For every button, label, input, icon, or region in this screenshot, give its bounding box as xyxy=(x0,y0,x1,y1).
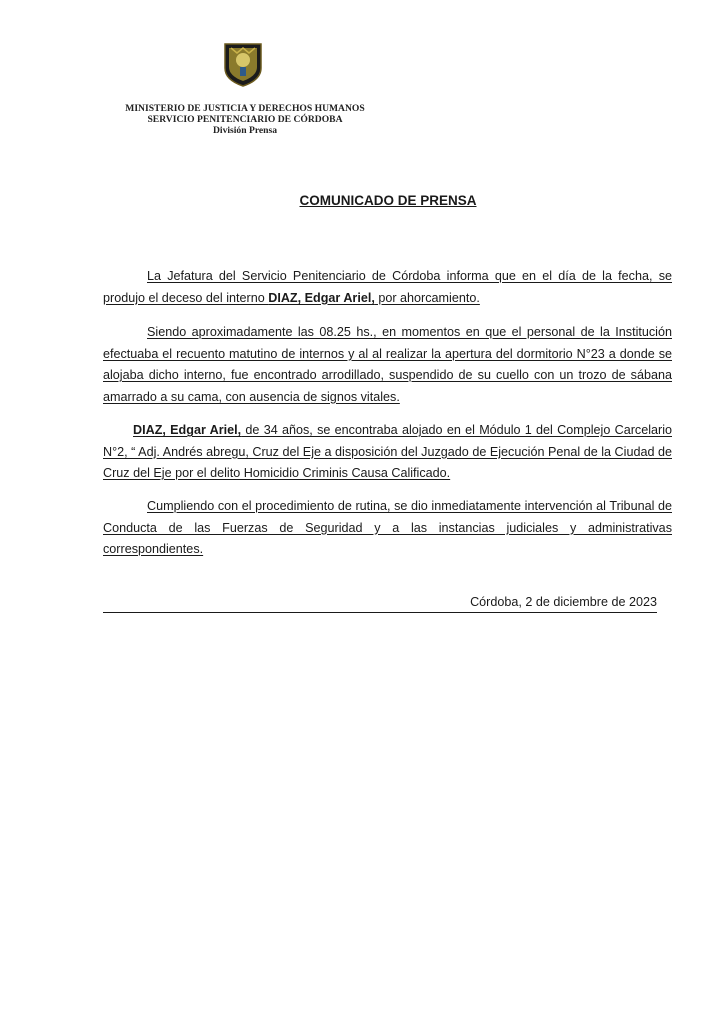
paragraph-2 xyxy=(103,322,672,408)
paragraph-4 xyxy=(103,496,672,561)
header-division-line: División Prensa xyxy=(212,125,278,136)
header-ministry-line: MINISTERIO DE JUSTICIA Y DERECHOS HUMANOS xyxy=(125,103,365,114)
p1-text-b: por ahorcamiento. xyxy=(374,290,480,305)
place-date-signature: Córdoba, 2 de diciembre de 2023 xyxy=(103,592,657,613)
document-title: COMUNICADO DE PRENSA xyxy=(299,193,477,208)
header-service-line: SERVICIO PENITENCIARIO DE CÓRDOBA xyxy=(147,114,343,125)
institution-shield-logo xyxy=(223,42,263,87)
p2-text: Siendo aproximadamente las 08.25 hs., en momentos en que el personal de la Institución efectuaba el recuento matutino de internos y al al realizar la apertura del dormitorio N°23 a donde se alojaba dicho interno, fue encontrado arrodillado, suspendido de su cuello con un trozo de sábana amarrado a su cama, con ausencia de signos vitales. xyxy=(103,325,672,404)
p3-text: de 34 años, se encontraba alojado en el Módulo 1 del Complejo Carcelario N°2, “ Adj. Andrés abregu, Cruz del Eje a disposición del Juzgado de Ejecución Penal de la Ciudad de Cruz del Eje por el delito Homicidio Criminis Causa Calificado. xyxy=(103,423,672,480)
ministry-header xyxy=(100,103,390,136)
p1-text-a: La Jefatura del Servicio Penitenciario de Córdoba informa que en el día de la fecha, se produjo el deceso del interno xyxy=(103,269,672,305)
p4-text: Cumpliendo con el procedimiento de rutina, se dio inmediatamente intervención al Tribunal de Conducta de las Fuerzas de Seguridad y a las instancias judiciales y administrativas correspondientes. xyxy=(103,499,672,556)
p3-inmate-name: DIAZ, Edgar Ariel, xyxy=(133,423,242,437)
paragraph-3 xyxy=(103,420,672,485)
paragraph-1 xyxy=(103,266,672,309)
p1-inmate-name: DIAZ, Edgar Ariel, xyxy=(268,290,375,305)
